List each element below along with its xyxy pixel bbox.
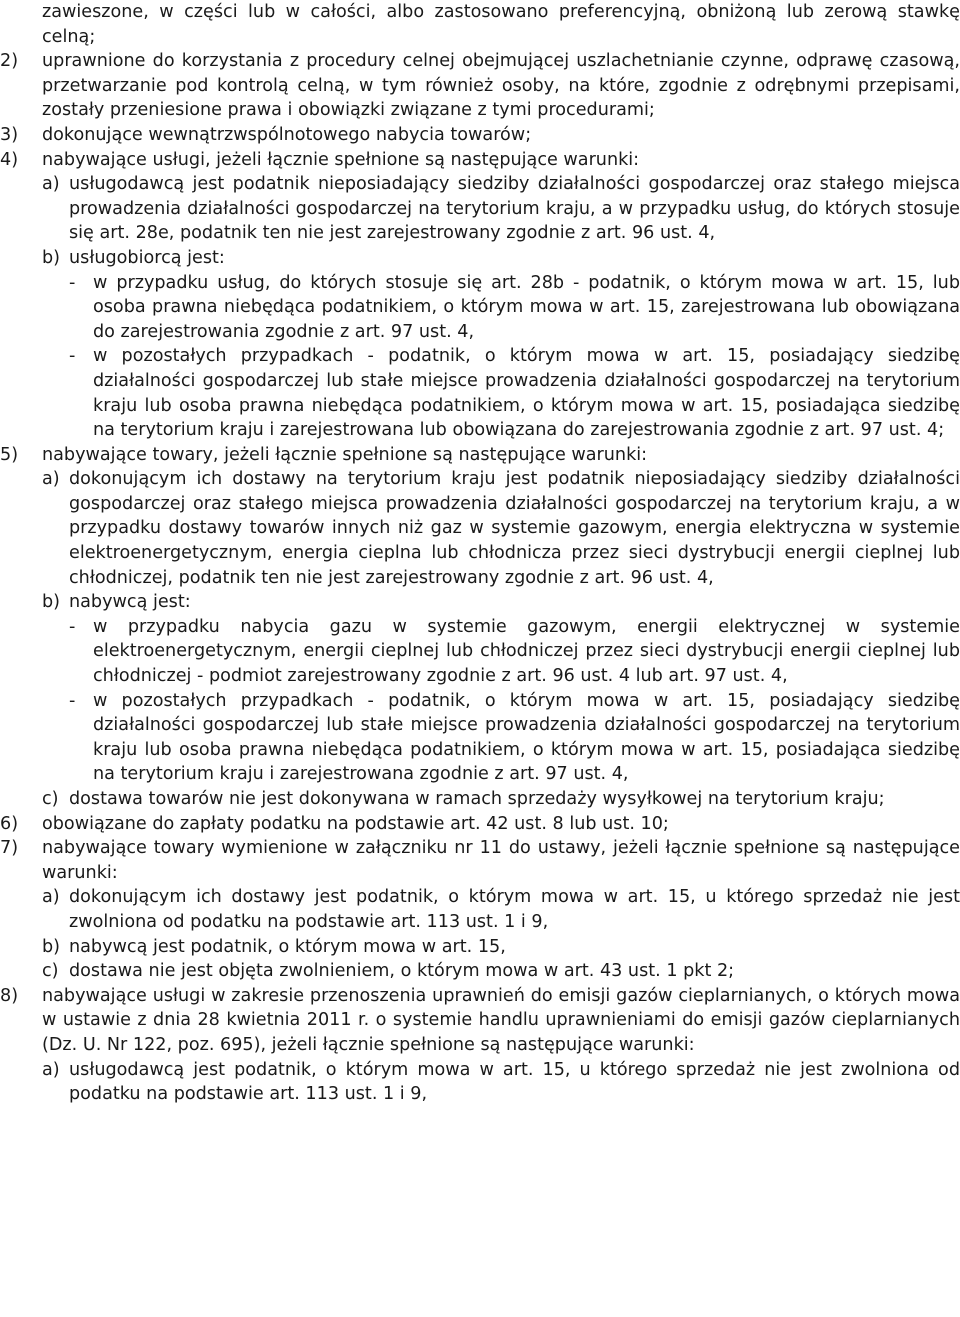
sub-item-text: dokonującym ich dostawy jest podatnik, o którym mowa w art. 15, u którego sprzedaż nie jest zwolniona od podatku na podstawie art. 113 ust. 1 i 9, bbox=[69, 887, 960, 932]
item-number: 8) bbox=[0, 985, 19, 1006]
item-number: 7) bbox=[0, 838, 19, 859]
sub-item-letter: b) bbox=[42, 247, 61, 268]
dash-marker: - bbox=[69, 690, 76, 711]
item-text: nabywające usługi w zakresie przenoszenia uprawnień do emisji gazów cieplarnianych, o których mowa w ustawie z dnia 28 kwietnia 2011 r. o systemie handlu uprawnieniami do emisji gazów cieplarnianych (Dz. U. Nr 122, poz. 695), jeżeli łącznie spełnione są następujące warunki: bbox=[42, 985, 960, 1055]
dash-item-5b-1 bbox=[69, 615, 960, 689]
sub-item-7c bbox=[42, 959, 960, 984]
item-text: nabywające towary, jeżeli łącznie spełnione są następujące warunki: bbox=[42, 444, 648, 465]
sub-item-text: usługobiorcą jest: bbox=[69, 247, 225, 268]
dash-marker: - bbox=[69, 272, 76, 293]
sub-item-letter: a) bbox=[42, 174, 60, 195]
item-number: 5) bbox=[0, 444, 19, 465]
sub-item-4b bbox=[42, 246, 960, 271]
item-number: 3) bbox=[0, 124, 19, 145]
sub-item-text: dostawa nie jest objęta zwolnieniem, o którym mowa w art. 43 ust. 1 pkt 2; bbox=[69, 961, 735, 982]
sub-item-letter: a) bbox=[42, 1059, 60, 1080]
sub-item-text: nabywcą jest: bbox=[69, 592, 191, 613]
sub-item-7b bbox=[42, 935, 960, 960]
dash-text: w przypadku nabycia gazu w systemie gazowym, energii elektrycznej w systemie elektroenergetycznym, energii cieplnej lub chłodniczej przez sieci dystrybucji energii cieplnej lub chłodniczej - podmiot zarejestrowany zgodnie z art. 96 ust. 4 lub art. 97 ust. 4, bbox=[93, 616, 960, 687]
sub-item-text: dokonującym ich dostawy na terytorium kraju jest podatnik nieposiadający siedziby działalności gospodarczej oraz stałego miejsca prowadzenia działalności gospodarczej na terytorium kraju, a w przypadku dostawy towarów innych niż gaz w systemie gazowym, energia elektryczna w systemie elektroenergetycznym, energia cieplna lub chłodnicza przez sieci dystrybucji energii cieplnej lub chłodniczej, podatnik ten nie jest zarejestrowany zgodnie z art. 96 ust. 4, bbox=[69, 469, 960, 588]
list-item-7 bbox=[0, 836, 960, 885]
continuation-paragraph: zawieszone, w części lub w całości, albo zastosowano preferencyjną, obniżoną lub zerową stawkę celną; bbox=[42, 2, 960, 47]
dash-text: w przypadku usług, do których stosuje się art. 28b - podatnik, o którym mowa w art. 15, lub osoba prawna niebędąca podatnikiem, o którym mowa w art. 15, zarejestrowana lub obowiązana do zarejestrowania zgodnie z art. 97 ust. 4, bbox=[93, 272, 960, 342]
sub-item-letter: c) bbox=[42, 789, 59, 809]
item-number: 6) bbox=[0, 813, 19, 834]
item-number: 4) bbox=[0, 149, 19, 170]
sub-item-letter: b) bbox=[42, 592, 61, 613]
dash-text: w pozostałych przypadkach - podatnik, o którym mowa w art. 15, posiadający siedzibę działalności gospodarczej lub stałe miejsce prowadzenia działalności gospodarczej na terytorium kraju lub osoba prawna niebędąca podatnikiem, o którym mowa w art. 15, posiadająca siedzibę na terytorium kraju i zarejestrowana zgodnie z art. 97 ust. 4, bbox=[93, 690, 960, 785]
list-item-8 bbox=[0, 984, 960, 1058]
item-number: 2) bbox=[0, 51, 19, 72]
sub-item-letter: a) bbox=[42, 469, 60, 490]
sub-item-text: dostawa towarów nie jest dokonywana w ramach sprzedaży wysyłkowej na terytorium kraju; bbox=[69, 789, 885, 809]
sub-item-letter: c) bbox=[42, 961, 59, 982]
dash-item-4b-1 bbox=[69, 271, 960, 345]
sub-item-4a bbox=[42, 172, 960, 246]
sub-item-text: usługodawcą jest podatnik, o którym mowa w art. 15, u którego sprzedaż nie jest zwolniona od podatku na podstawie art. 113 ust. 1 i 9, bbox=[69, 1059, 960, 1105]
item-text: uprawnione do korzystania z procedury celnej obejmującej uszlachetnianie czynne, odprawę czasową, przetwarzanie pod kontrolą celną, w tym również osoby, na które, zgodnie z odrębnymi przepisami, zostały przeniesione prawa i obowiązki związane z tymi procedurami; bbox=[42, 51, 960, 121]
list-item-2 bbox=[0, 49, 960, 123]
item-text: obowiązane do zapłaty podatku na podstawie art. 42 ust. 8 lub ust. 10; bbox=[42, 813, 669, 834]
sub-item-5b bbox=[42, 590, 960, 615]
sub-item-letter: b) bbox=[42, 936, 61, 957]
sub-item-5c bbox=[42, 787, 960, 812]
dash-item-4b-2 bbox=[69, 344, 960, 442]
dash-item-5b-2 bbox=[69, 689, 960, 787]
dash-text: w pozostałych przypadkach - podatnik, o którym mowa w art. 15, posiadający siedzibę działalności gospodarczej lub stałe miejsce prowadzenia działalności gospodarczej na terytorium kraju lub osoba prawna niebędąca podatnikiem, o którym mowa w art. 15, posiadająca siedzibę na terytorium kraju i zarejestrowana lub obowiązana do zarejestrowania zgodnie z art. 97 ust. 4; bbox=[93, 346, 960, 441]
item-text: nabywające usługi, jeżeli łącznie spełnione są następujące warunki: bbox=[42, 149, 640, 170]
sub-item-text: usługodawcą jest podatnik nieposiadający siedziby działalności gospodarczej oraz stałego miejsca prowadzenia działalności gospodarczej na terytorium kraju, a w przypadku usług, do których stosuje się art. 28e, podatnik ten nie jest zarejestrowany zgodnie z art. 96 ust. 4, bbox=[69, 174, 960, 244]
list-item-6 bbox=[0, 812, 960, 837]
sub-item-text: nabywcą jest podatnik, o którym mowa w art. 15, bbox=[69, 936, 506, 957]
list-item-3 bbox=[0, 123, 960, 148]
list-item-5 bbox=[0, 443, 960, 468]
sub-item-5a bbox=[42, 467, 960, 590]
sub-item-letter: a) bbox=[42, 887, 60, 908]
dash-marker: - bbox=[69, 616, 76, 637]
sub-item-8a bbox=[42, 1058, 960, 1107]
dash-marker: - bbox=[69, 346, 76, 367]
list-item-4 bbox=[0, 148, 960, 173]
sub-item-7a bbox=[42, 885, 960, 934]
item-text: nabywające towary wymienione w załączniku nr 11 do ustawy, jeżeli łącznie spełnione są następujące warunki: bbox=[42, 838, 960, 883]
item-text: dokonujące wewnątrzwspólnotowego nabycia towarów; bbox=[42, 124, 532, 145]
